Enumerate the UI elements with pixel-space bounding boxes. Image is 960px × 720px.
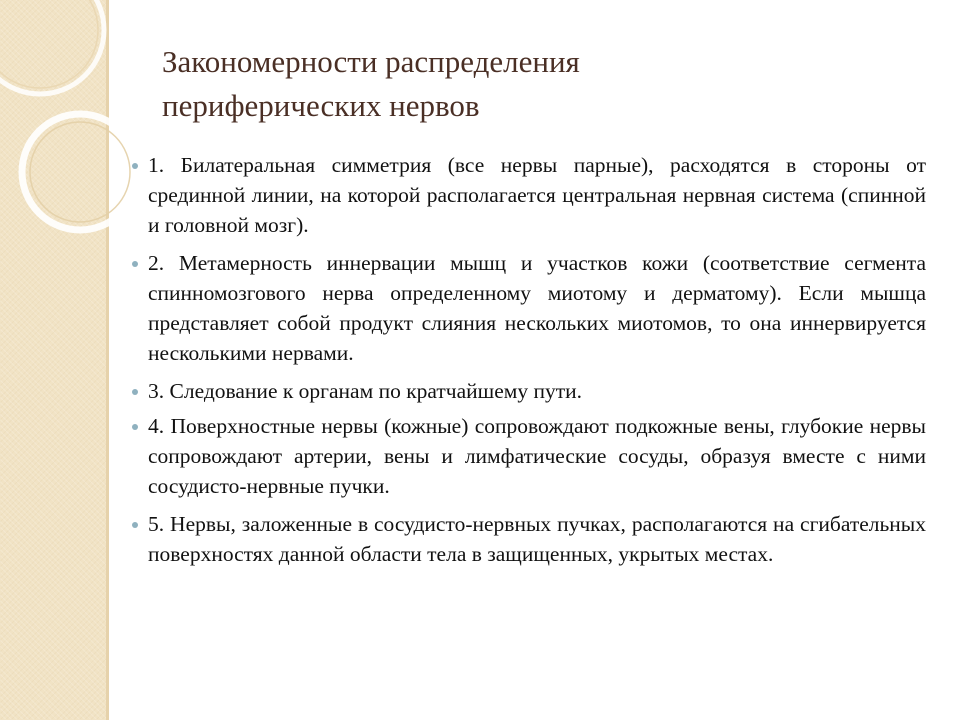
list-item-2 — [128, 248, 926, 368]
list-item-text: 1. Билатеральная симметрия (все нервы парные), расходятся в стороны от срединной линии, на которой располагается центральная нервная система (спинной и головной мозг). — [148, 153, 926, 237]
list-item-4 — [128, 411, 926, 501]
bullet-dot-icon — [132, 389, 138, 395]
slide-title — [162, 40, 922, 128]
list-item-text: 5. Нервы, заложенные в сосудисто-нервных пучках, располагаются на сгибательных поверхностях данной области тела в защищенных, укрытых местах. — [148, 512, 926, 566]
slide-title-line-2: периферических нервов — [162, 88, 480, 123]
decorative-rings — [0, 0, 140, 260]
bullet-dot-icon — [132, 522, 138, 528]
list-item-text: 4. Поверхностные нервы (кожные) сопровождают подкожные вены, глубокие нервы сопровождают артерии, вены и лимфатические сосуды, образуя вместе с ними сосудисто-нервные пучки. — [148, 414, 926, 498]
list-item-3 — [128, 376, 926, 406]
bullet-dot-icon — [132, 424, 138, 430]
slide-title-line-1: Закономерности распределения — [162, 44, 580, 79]
list-item-5 — [128, 509, 926, 569]
bullet-dot-icon — [132, 261, 138, 267]
list-item-text: 3. Следование к органам по кратчайшему пути. — [148, 379, 582, 403]
bullet-dot-icon — [132, 163, 138, 169]
bullet-list — [128, 150, 926, 577]
list-item-text: 2. Метамерность иннервации мышц и участков кожи (соответствие сегмента спинномозгового нерва определенному миотому и дерматому). Если мышца представляет собой продукт слияния нескольких миотомов, то она иннервируется несколькими нервами. — [148, 251, 926, 365]
list-item-1 — [128, 150, 926, 240]
